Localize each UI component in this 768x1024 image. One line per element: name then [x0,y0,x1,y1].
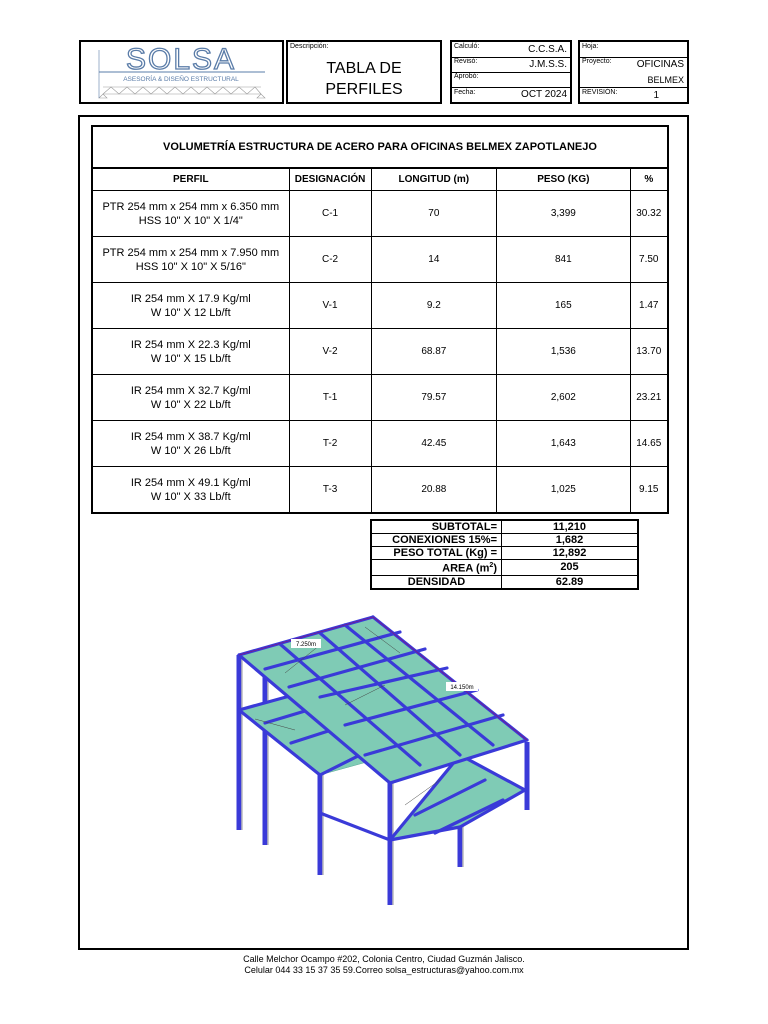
reviso-value: J.M.S.S. [529,59,567,70]
subtotal-label: SUBTOTAL= [371,520,502,534]
footer [0,954,768,976]
densidad-label: DENSIDAD [371,575,502,589]
pct: 14.65 [630,421,668,467]
peso: 2,602 [497,375,630,421]
doc-title-line1: TABLA DE [326,60,402,77]
fecha-value: OCT 2024 [521,89,567,100]
doc-title-line2: PERFILES [325,81,403,98]
peso-total-label: PESO TOTAL (Kg) = [371,547,502,560]
col-header-pct: % [630,168,668,191]
calculo-label: Calculó: [454,43,480,50]
proyecto-value-2: BELMEX [647,75,684,85]
dimension-label-2: 14.150m [450,685,474,691]
calculo-value: C.C.S.A. [528,44,567,55]
designacion: T-3 [289,467,371,514]
col-header-longitud: LONGITUD (m) [371,168,497,191]
revision-label: REVISIÓN: [582,89,618,96]
table-row [92,283,668,329]
perfil-line2: HSS 10" X 10" X 1/4" [138,214,243,227]
table-row [92,421,668,467]
pct: 7.50 [630,237,668,283]
conexiones-label: CONEXIONES 15%= [371,534,502,547]
col-header-peso: PESO (KG) [497,168,630,191]
profiles-table [91,125,669,514]
peso: 841 [497,237,630,283]
perfil-line1: IR 254 mm X 22.3 Kg/ml [130,338,251,351]
peso: 1,536 [497,329,630,375]
perfil-line1: PTR 254 mm x 254 mm x 7.950 mm [102,246,280,259]
table-title: VOLUMETRÍA ESTRUCTURA DE ACERO PARA OFICINAS BELMEX ZAPOTLANEJO [92,126,668,168]
designacion: C-2 [289,237,371,283]
longitud: 20.88 [371,467,497,514]
peso-total-value: 12,892 [502,547,639,560]
dimension-label-1: 7.250m [295,642,317,648]
perfil-line1: IR 254 mm X 32.7 Kg/ml [130,384,251,397]
hoja-label: Hoja: [582,43,599,50]
conexiones-row [371,534,638,547]
footer-contact: Celular 044 33 15 37 35 59.Correo solsa_estructuras@yahoo.com.mx [244,965,524,975]
designacion: T-1 [289,375,371,421]
peso: 3,399 [497,191,630,237]
conexiones-value: 1,682 [502,534,639,547]
logo-subtitle: ASESORÍA & DISEÑO ESTRUCTURAL [123,76,239,83]
longitud: 9.2 [371,283,497,329]
reviso-label: Revisó: [454,58,478,65]
truss-icon [99,87,265,98]
table-row [92,329,668,375]
pct: 13.70 [630,329,668,375]
col-header-perfil: PERFIL [92,168,289,191]
designacion: T-2 [289,421,371,467]
perfil-line2: W 10" X 22 Lb/ft [150,398,231,411]
area-row [371,560,638,576]
pct: 9.15 [630,467,668,514]
longitud: 68.87 [371,329,497,375]
perfil-line2: W 10" X 33 Lb/ft [150,490,231,503]
perfil-line2: W 10" X 12 Lb/ft [150,306,231,319]
table-row [92,375,668,421]
proyecto-label: Proyecto: [582,58,612,65]
subtotal-value: 11,210 [502,520,639,534]
structure-3d-view [225,605,545,915]
solsa-logo [81,42,282,102]
pct: 23.21 [630,375,668,421]
logo-text: SOLSA [125,43,237,76]
area-label: AREA $(m^2)$ [371,560,502,576]
fecha-label: Fecha: [454,89,476,96]
peso: 165 [497,283,630,329]
logo-block [79,40,284,104]
totals-table [370,519,639,590]
revision-value: 1 [653,90,659,101]
perfil-line1: IR 254 mm X 38.7 Kg/ml [130,430,251,443]
designacion: V-1 [289,283,371,329]
subtotal-row [371,520,638,534]
pct: 30.32 [630,191,668,237]
table-row [92,467,668,514]
perfil-line2: HSS 10" X 10" X 5/16" [135,260,246,273]
footer-address: Calle Melchor Ocampo #202, Colonia Centro, Ciudad Guzmán Jalisco. [243,954,525,964]
perfil-line1: IR 254 mm X 49.1 Kg/ml [130,476,251,489]
perfil-line2: W 10" X 15 Lb/ft [150,352,231,365]
table-row [92,191,668,237]
densidad-value: 62.89 [502,575,639,589]
table-row [92,237,668,283]
peso: 1,025 [497,467,630,514]
longitud: 70 [371,191,497,237]
longitud: 42.45 [371,421,497,467]
designacion: V-2 [289,329,371,375]
area-value: 205 [502,560,639,576]
col-header-designacion: DESIGNACIÓN [289,168,371,191]
longitud: 14 [371,237,497,283]
aprobo-label: Aprobó: [454,73,479,80]
designacion: C-1 [289,191,371,237]
description-block [286,40,442,104]
pct: 1.47 [630,283,668,329]
peso: 1,643 [497,421,630,467]
signatures-block [450,40,572,104]
perfil-line2: W 10" X 26 Lb/ft [150,444,231,457]
project-block [578,40,689,104]
densidad-row [371,575,638,589]
perfil-line1: IR 254 mm X 17.9 Kg/ml [130,292,251,305]
longitud: 79.57 [371,375,497,421]
peso-total-row [371,547,638,560]
descripcion-label: Descripción: [290,43,329,50]
proyecto-value-1: OFICINAS [636,59,684,70]
perfil-line1: PTR 254 mm x 254 mm x 6.350 mm [102,200,280,213]
